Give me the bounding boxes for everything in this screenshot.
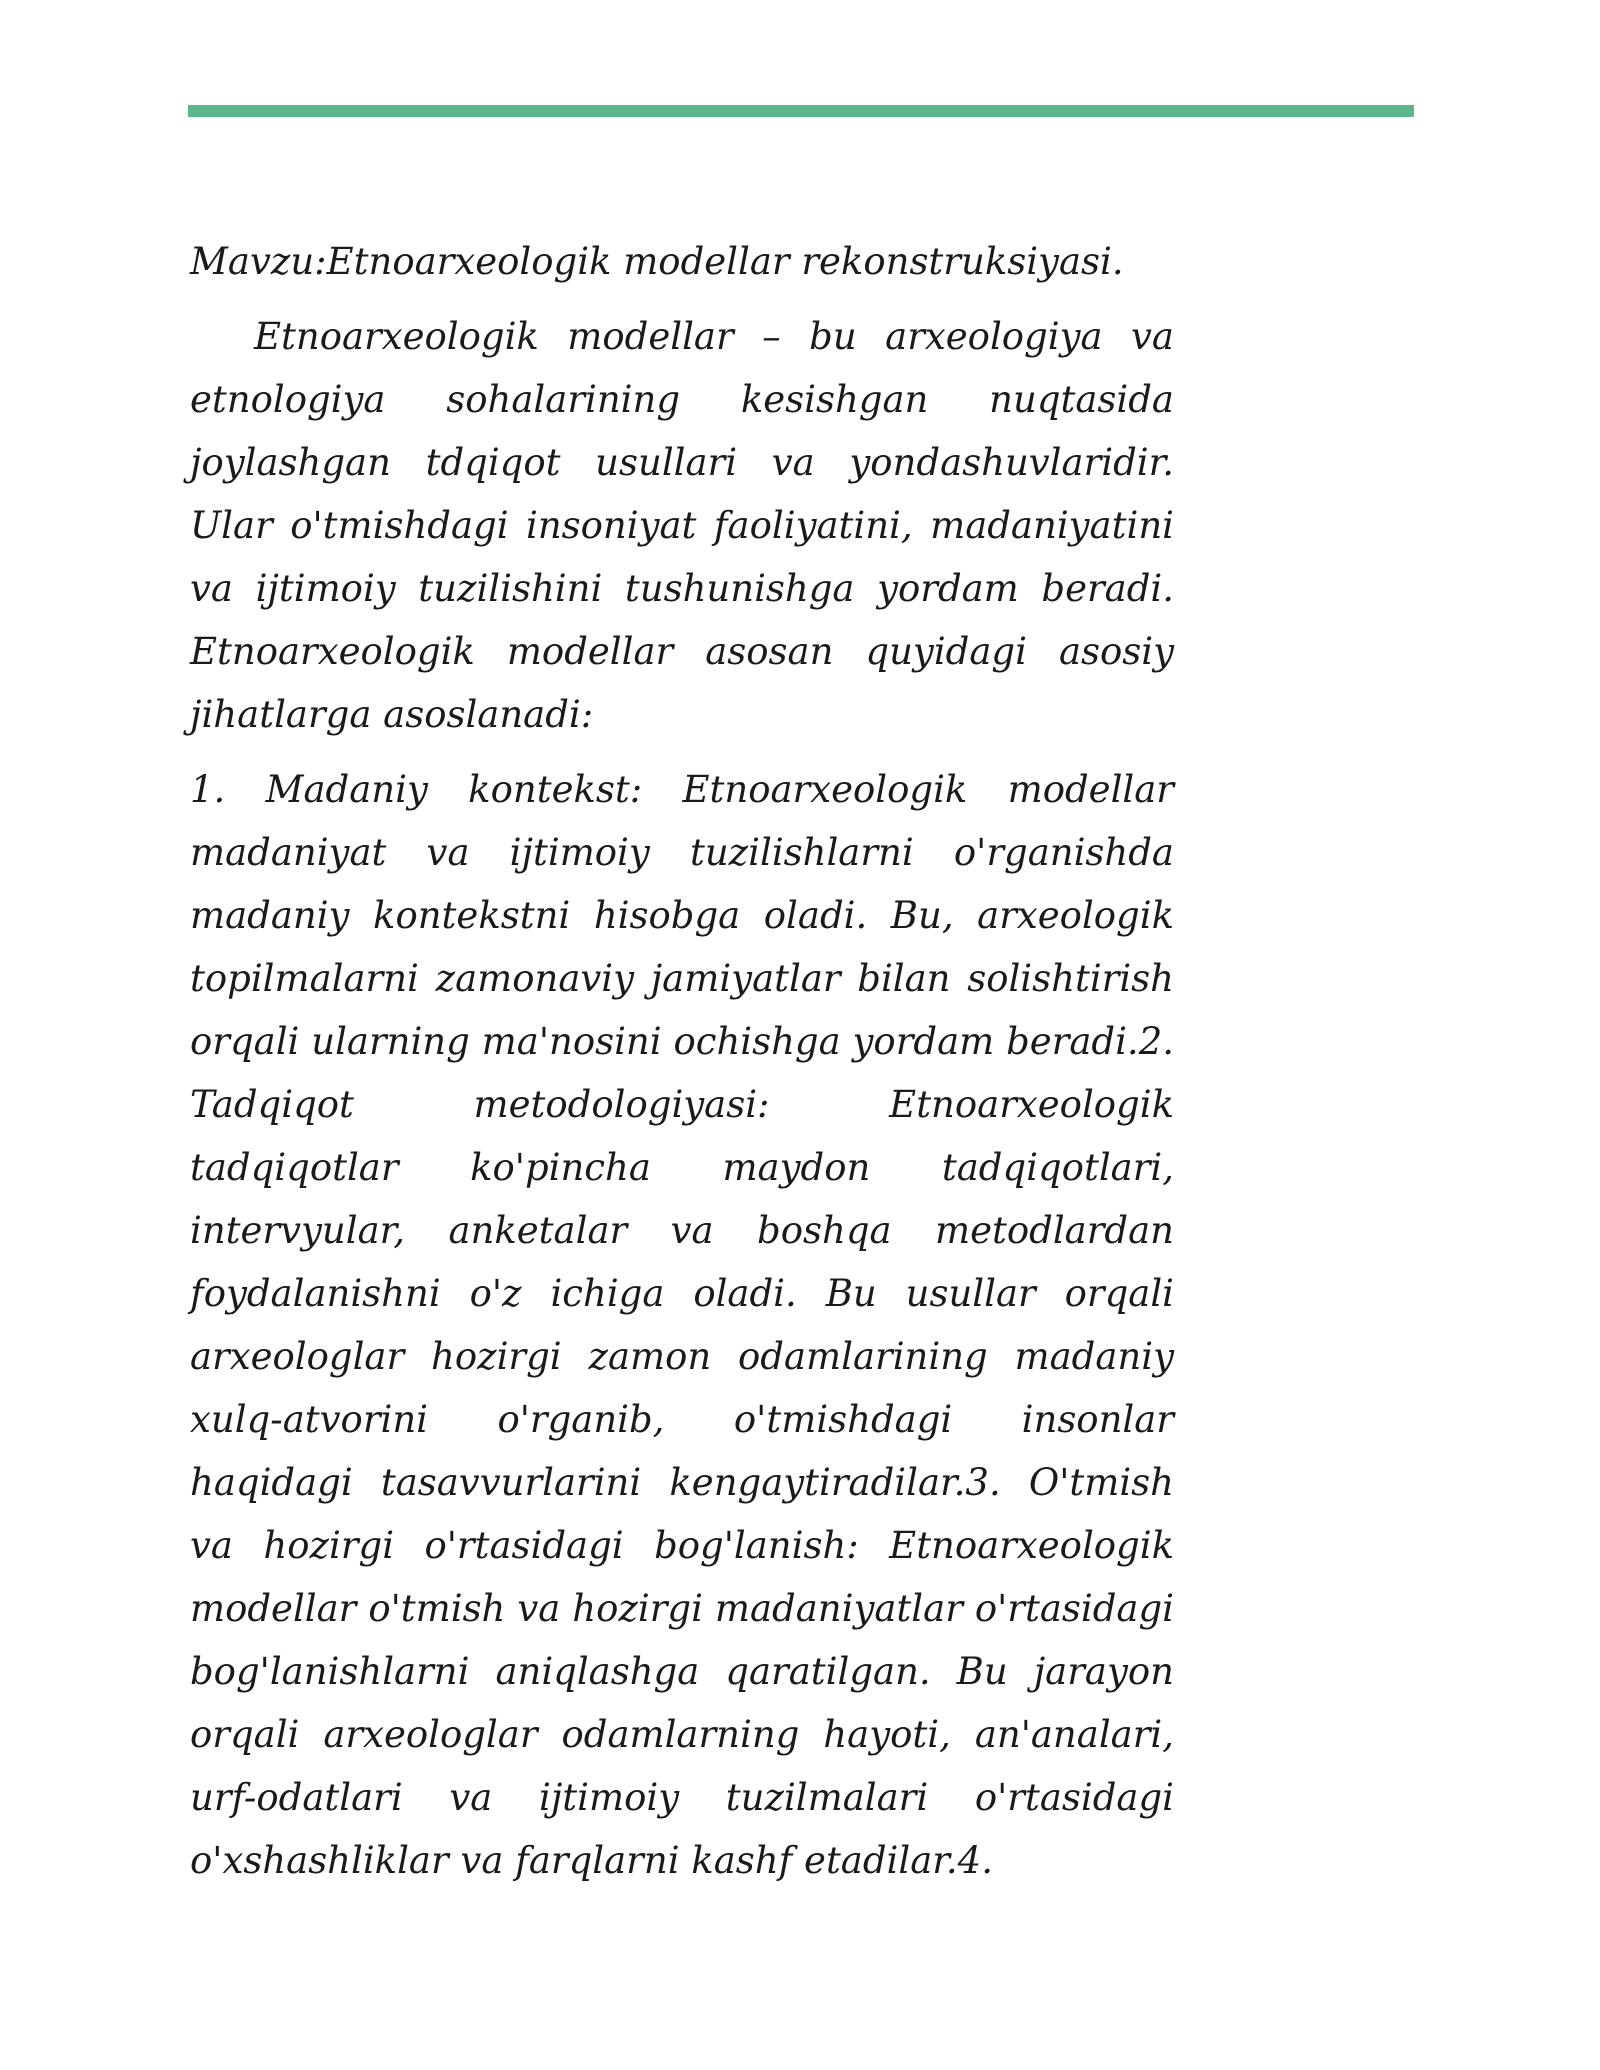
document-body <box>190 230 1174 1892</box>
document-topic: Mavzu:Etnoarxeologik modellar rekonstruksiyasi. <box>190 240 1124 283</box>
header-accent-bar <box>188 105 1414 117</box>
intro-paragraph: Etnoarxeologik modellar – bu arxeologiya va etnologiya sohalarining kesishgan nuqtasida joylashgan tdqiqot usullari va yondashuvlaridir. Ular o'tmishdagi insoniyat faoliyatini, madaniyatini va ijtimoiy tuzilishini tushunishga yordam beradi. Etnoarxeologik modellar asosan quyidagi asosiy jihatlarga asoslanadi: <box>190 315 1174 736</box>
numbered-points-paragraph: 1. Madaniy kontekst: Etnoarxeologik modellar madaniyat va ijtimoiy tuzilishlarni o'rganishda madaniy kontekstni hisobga oladi. Bu, arxeologik topilmalarni zamonaviy jamiyatlar bilan solishtirish orqali ularning ma'nosini ochishga yordam beradi.2. Tadqiqot metodologiyasi: Etnoarxeologik tadqiqotlar ko'pincha maydon tadqiqotlari, intervyular, anketalar va boshqa metodlardan foydalanishni o'z ichiga oladi. Bu usullar orqali arxeologlar hozirgi zamon odamlarining madaniy xulq-atvorini o'rganib, o'tmishdagi insonlar haqidagi tasavvurlarini kengaytiradilar.3. O'tmish va hozirgi o'rtasidagi bog'lanish: Etnoarxeologik modellar o'tmish va hozirgi madaniyatlar o'rtasidagi bog'lanishlarni aniqlashga qaratilgan. Bu jarayon orqali arxeologlar odamlarning hayoti, an'analari, urf-odatlari va ijtimoiy tuzilmalari o'rtasidagi o'xshashliklar va farqlarni kashf etadilar.4. <box>190 768 1174 1882</box>
